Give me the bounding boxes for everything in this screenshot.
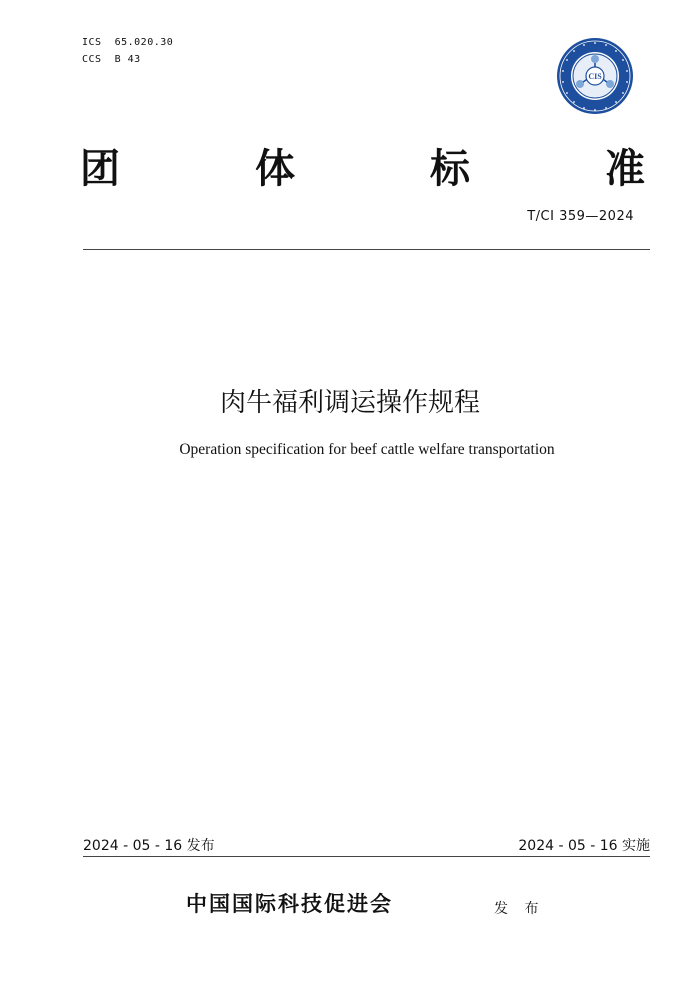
heading-char-4: 准 [605,146,645,192]
implementation-date: 2024 - 05 - 16 实施 [518,838,650,854]
standard-number: T/CI 359—2024 [527,209,634,224]
issue-label: 发 布 [494,901,545,917]
issuer-name: 中国国际科技促进会 [186,892,393,916]
publish-date: 2024 - 05 - 16 发布 [83,838,215,854]
group-standard-heading [80,143,645,195]
top-divider [83,249,650,250]
ccs-code: CCS B 43 [82,54,141,65]
heading-char-3: 标 [430,146,470,192]
seal-center-text: CIS [588,72,602,81]
bottom-divider [83,856,650,857]
heading-char-2: 体 [255,146,295,192]
organization-seal-icon [556,37,634,115]
heading-char-1: 团 [80,146,120,192]
title-chinese: 肉牛福利调运操作规程 [219,388,480,418]
title-english: Operation specification for beef cattle welfare transportation [179,441,555,458]
ics-code: ICS 65.020.30 [82,37,174,48]
